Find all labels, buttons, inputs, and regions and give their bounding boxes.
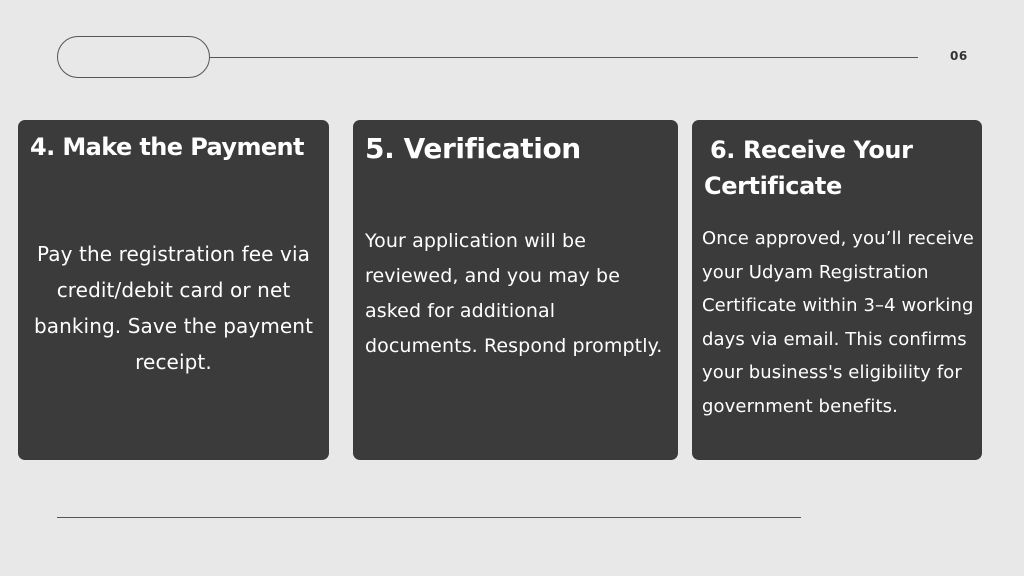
- top-divider: [210, 57, 918, 58]
- bottom-divider: [57, 517, 801, 518]
- step-description: Pay the registration fee via credit/debit card or net banking. Save the payment receipt.: [33, 242, 314, 374]
- step-title: 4. Make the Payment: [30, 133, 304, 161]
- step-title: 6. Receive Your Certificate: [704, 136, 913, 200]
- step-card-verification: [353, 120, 678, 460]
- step-card-payment: [18, 120, 329, 460]
- step-card-certificate: [692, 120, 982, 460]
- step-description: Once approved, you’ll receive your Udyam Registration Certificate within 3–4 working days via email. This confirms your business's eligibility for government benefits.: [702, 228, 974, 417]
- page-number: 06: [950, 49, 968, 63]
- step-title: 5. Verification: [365, 132, 581, 165]
- decorative-pill: [57, 36, 210, 78]
- step-description: Your application will be reviewed, and you may be asked for additional documents. Respond promptly.: [365, 230, 663, 357]
